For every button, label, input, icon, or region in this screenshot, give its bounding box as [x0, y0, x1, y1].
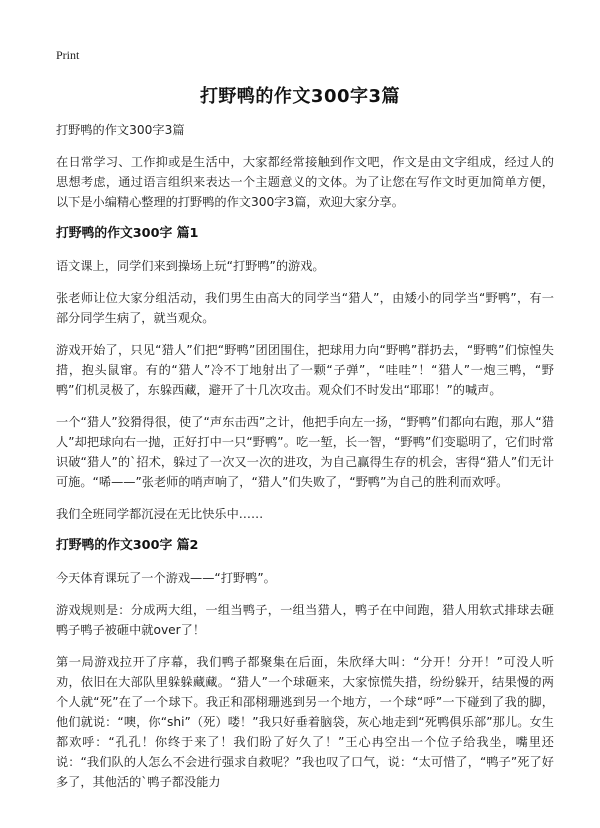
article-body — [56, 120, 554, 804]
paragraph: 语文课上，同学们来到操场上玩“打野鸭”的游戏。 — [56, 259, 325, 273]
paragraph: 游戏规则是：分成两大组，一组当鸭子，一组当猎人，鸭子在中间跑，猎人用软式排球去砸鸭子鸭子被砸中就over了！ — [56, 603, 554, 637]
paragraph: 第一局游戏拉开了序幕，我们鸭子都聚集在后面，朱欣绎大叫：“分开！分开！”可没人听劝，依旧在大部队里躲躲藏藏。“猎人”一个球砸来，大家惊慌失措，纷纷躲开，结果慢的两个人就“死”在了一个球下。我正和邵栩珊逃到另一个地方，一个球“呼”一下碰到了我的脚，他们就说：“噢，你“shi”（死）喽！”我只好垂着脑袋，灰心地走到“死鸭俱乐部”那儿。女生都欢呼：“孔孔！你终于来了！我们盼了好久了！”王心冉空出一个位子给我坐，嘴里还说：“我们队的人怎么不会进行强求自救呢？”我也叹了口气，说：“太可惜了，“鸭子”死了好多了，其他活的`鸭子都没能力 — [56, 655, 554, 789]
article-subtitle: 打野鸭的作文300字3篇 — [56, 123, 185, 137]
paragraph: 一个“猎人”狡猾得很，使了“声东击西”之计，他把手向左一扬，“野鸭”们都向右跑，那人“猎人”却把球向右一抛，正好打中一只“野鸭”。吃一堑，长一智，“野鸭”们变聪明了，它们时常识破“猎人”的`招术，躲过了一次又一次的进攻，为自己赢得生存的机会，害得“猎人”们无计可施。“唏——”张老师的哨声响了，“猎人”们失败了，“野鸭”为自己的胜利而欢呼。 — [56, 415, 554, 489]
paragraph: 张老师让位大家分组活动，我们男生由高大的同学当“猎人”，由矮小的同学当“野鸭”，有一部分同学生病了，就当观众。 — [56, 291, 554, 325]
section-heading-2: 打野鸭的作文300字 篇2 — [56, 538, 199, 553]
page-title: 打野鸭的作文300字3篇 — [199, 86, 401, 107]
paragraph: 游戏开始了，只见“猎人”们把“野鸭”团团围住，把球用力向“野鸭”群扔去，“野鸭”们惊惶失措，抱头鼠窜。有的“猎人”冷不丁地射出了一颗“子弹”，“哇哇”！“猎人”一炮三鸭，“野鸭”们机灵极了，东躲西藏，避开了十几次攻击。观众们不时发出“耶耶！”的喊声。 — [56, 343, 554, 397]
paragraph: 我们全班同学都沉浸在无比快乐中…… — [56, 507, 264, 521]
print-link[interactable]: Print — [56, 48, 80, 62]
paragraph: 今天体育课玩了一个游戏——“打野鸭”。 — [56, 571, 276, 585]
intro-paragraph: 在日常学习、工作抑或是生活中，大家都经常接触到作文吧，作文是由文字组成，经过人的思想考虑，通过语言组织来表达一个主题意义的文体。为了让您在写作文时更加简单方便，以下是小编精心整理的打野鸭的作文300字3篇，欢迎大家分享。 — [56, 155, 554, 209]
section-heading-1: 打野鸭的作文300字 篇1 — [56, 226, 199, 241]
